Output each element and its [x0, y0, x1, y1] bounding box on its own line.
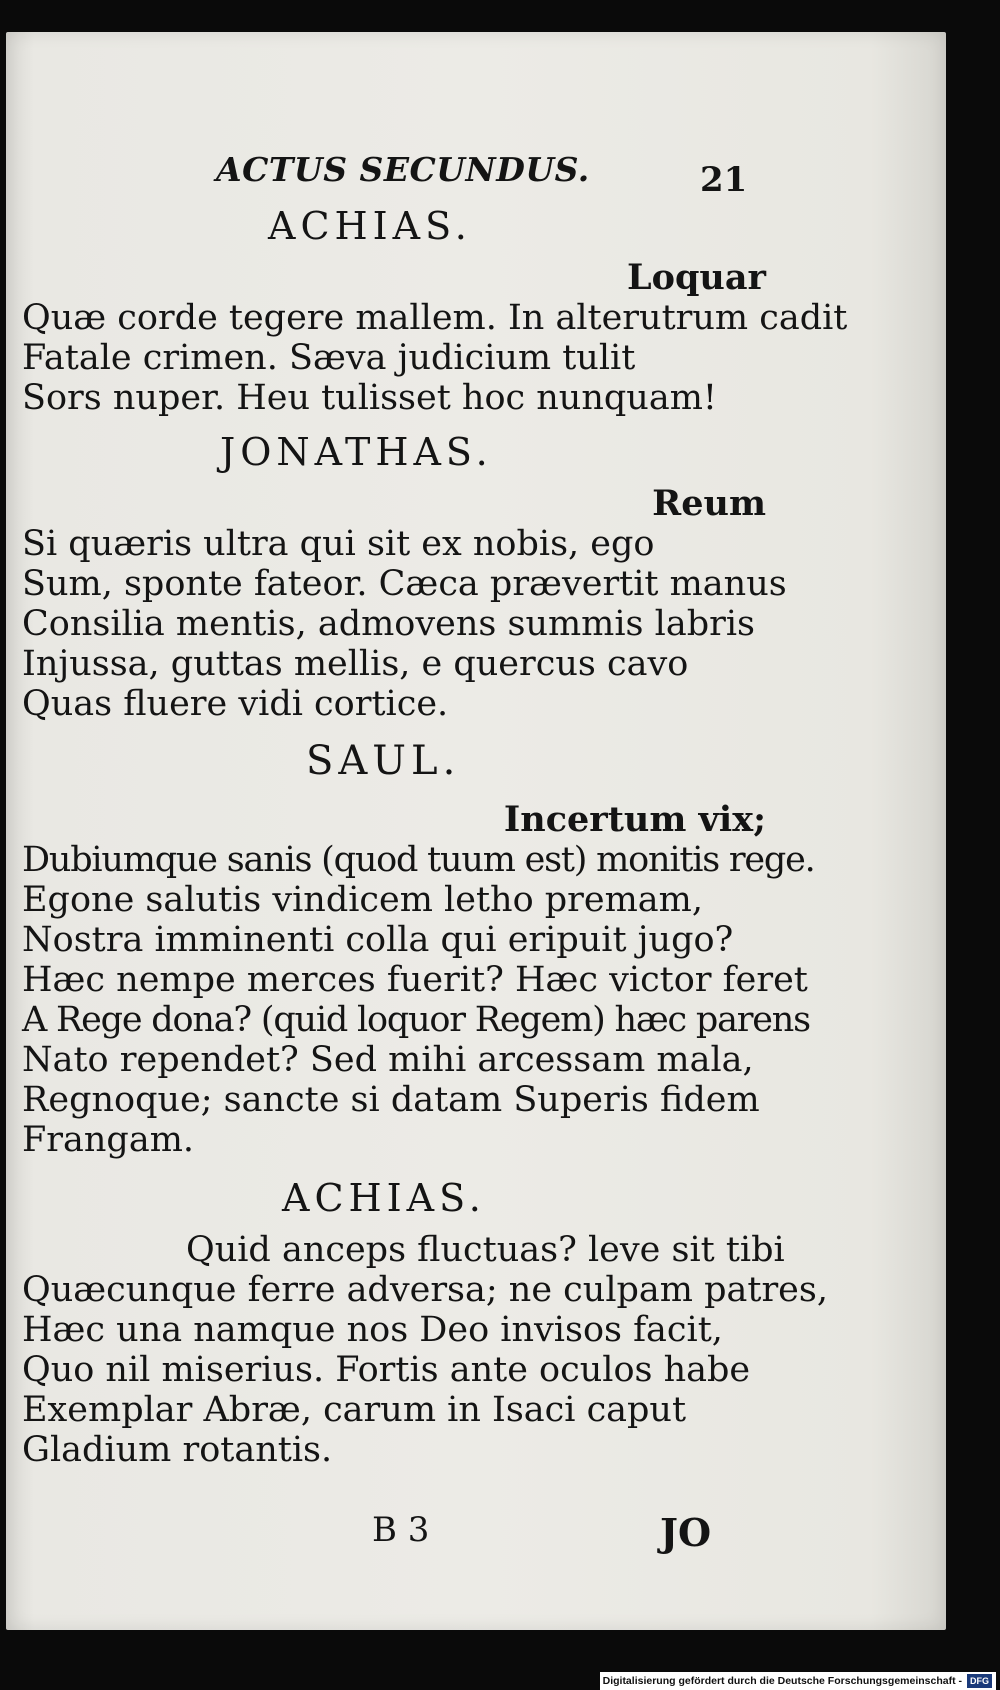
signature-mark: B 3: [372, 1510, 430, 1550]
running-head: ACTUS SECUNDUS.: [216, 150, 590, 189]
verse-line: Si quæris ultra qui sit ex nobis, ego: [22, 524, 655, 564]
verse-line: Frangam.: [22, 1120, 195, 1160]
catchword: JO: [660, 1510, 712, 1555]
credit-text: Digitalisierung gefördert durch die Deutsche Forschungsgemeinschaft -: [602, 1675, 962, 1687]
verse-line: Reum: [652, 483, 766, 524]
verse-line: Hæc nempe merces fuerit? Hæc victor feret: [22, 960, 808, 1000]
page-number: 21: [700, 160, 748, 200]
verse-line: Dubiumque sanis (quod tuum est) monitis rege.: [22, 840, 815, 880]
verse-line: Quæcunque ferre adversa; ne culpam patres,: [22, 1270, 828, 1310]
verse-line: Quid anceps fluctuas? leve sit tibi: [186, 1230, 785, 1270]
speaker-heading: SAUL.: [306, 738, 461, 784]
verse-line: Fatale crimen. Sæva judicium tulit: [22, 338, 636, 378]
verse-line: Injussa, guttas mellis, e quercus cavo: [22, 644, 689, 684]
speaker-heading: JONATHAS.: [220, 430, 493, 474]
verse-line: Quas fluere vidi cortice.: [22, 684, 449, 724]
verse-line: Regnoque; sancte si datam Superis fidem: [22, 1080, 760, 1120]
verse-line: Incertum vix;: [503, 799, 766, 840]
verse-line: Gladium rotantis.: [22, 1430, 333, 1470]
dfg-logo-icon: DFG: [967, 1674, 992, 1688]
verse-line: Sors nuper. Heu tulisset hoc nunquam!: [22, 378, 717, 418]
verse-line: Quo nil miserius. Fortis ante oculos habe: [22, 1350, 751, 1390]
digitization-credit: [600, 1672, 996, 1690]
verse-line: Quæ corde tegere mallem. In alterutrum cadit: [22, 298, 848, 338]
verse-line: Hæc una namque nos Deo invisos facit,: [22, 1310, 723, 1350]
verse-line: Consilia mentis, admovens summis labris: [22, 604, 756, 644]
verse-line: Nostra imminenti colla qui eripuit jugo?: [22, 920, 734, 960]
verse-line: Sum, sponte fateor. Cæca prævertit manus: [22, 564, 787, 604]
speaker-heading: ACHIAS.: [268, 204, 472, 248]
verse-line: Egone salutis vindicem letho premam,: [22, 880, 703, 920]
verse-line: A Rege dona? (quid loquor Regem) hæc parens: [22, 1000, 810, 1040]
verse-line: Exemplar Abræ, carum in Isaci caput: [22, 1390, 687, 1430]
speaker-heading: ACHIAS.: [282, 1176, 486, 1220]
verse-line: Nato rependet? Sed mihi arcessam mala,: [22, 1040, 754, 1080]
verse-line: Loquar: [627, 257, 766, 298]
book-page: [6, 32, 946, 1630]
